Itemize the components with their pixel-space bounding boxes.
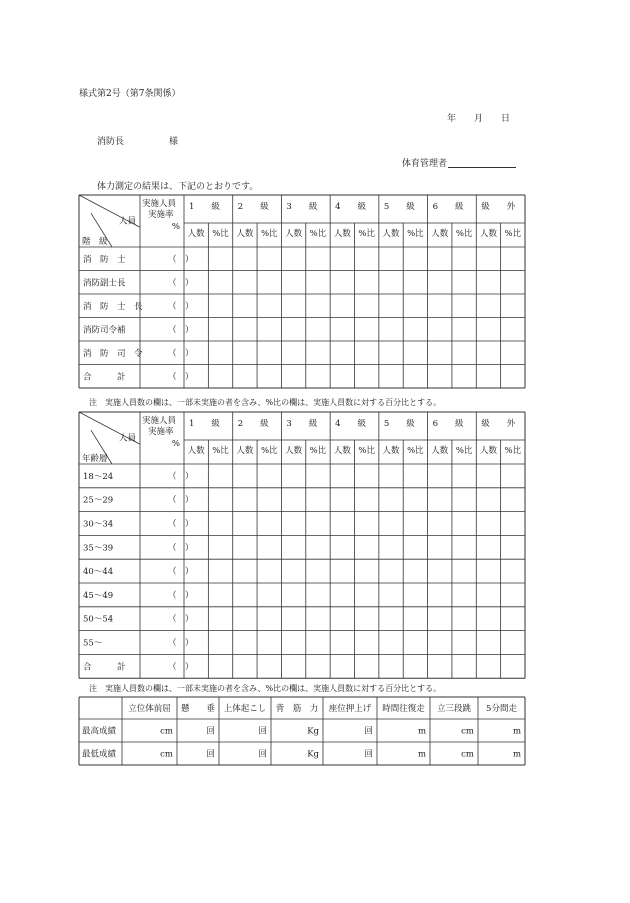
table3-unit-1-2: 回 xyxy=(258,749,267,760)
table2-row-label-1: 25～29 xyxy=(83,495,114,506)
table1-row-label-4: 消 防 司 令 xyxy=(83,348,143,359)
table2-row-paren-5: （ ） xyxy=(168,590,194,601)
table1-row-label-2: 消 防 士 長 xyxy=(83,301,143,312)
table2-row-paren-6: （ ） xyxy=(168,614,194,625)
table3-unit-0-1: 回 xyxy=(206,726,215,737)
table3-unit-0-6: cm xyxy=(461,726,474,737)
table2-sub-count-6: 人数 xyxy=(431,446,449,456)
form-number: 様式第2号（第7条関係） xyxy=(79,89,181,99)
table2-row-label-4: 40～44 xyxy=(83,567,114,578)
table2-grade-6: 6 級 xyxy=(432,419,464,429)
table3-row-label-0: 最高成績 xyxy=(82,726,117,737)
table3-unit-1-1: 回 xyxy=(206,749,215,760)
table1-sub-count-5: 人数 xyxy=(382,229,400,239)
table1-row-paren-5: （ ） xyxy=(168,372,194,383)
table2-sub-count-1: 人数 xyxy=(187,446,205,456)
table1-sub-pct-3: %比 xyxy=(309,229,327,239)
table3-header-2: 上体起こし xyxy=(223,704,267,714)
table3-unit-0-4: 回 xyxy=(364,726,373,737)
table1-sub-count-2: 人数 xyxy=(236,229,254,239)
table1-sub-pct-1: %比 xyxy=(212,229,229,239)
table1-rate-header-3: % xyxy=(171,222,180,232)
table2-row-label-7: 55～ xyxy=(83,638,103,649)
table3-unit-1-3: Kg xyxy=(307,749,319,760)
table1-grade-3: 3 級 xyxy=(286,202,318,212)
table1-sub-count-4: 人数 xyxy=(333,229,351,239)
table2-sub-pct-1: %比 xyxy=(212,446,229,456)
table1-rate-header-2: 実施率 xyxy=(148,210,174,220)
table1-rate-header-1: 実施人員 xyxy=(142,199,177,209)
table3-header-1: 懸 垂 xyxy=(180,704,216,714)
table2-sub-count-7: 人数 xyxy=(479,446,497,456)
table2-grade-7: 級 外 xyxy=(481,419,516,429)
table1-row-paren-2: （ ） xyxy=(168,301,194,312)
table2-grade-4: 4 級 xyxy=(335,419,367,429)
table1-sub-count-1: 人数 xyxy=(187,229,205,239)
table3-unit-1-0: cm xyxy=(160,749,173,760)
table2-row-label-0: 18～24 xyxy=(83,471,114,482)
table2-row-paren-7: （ ） xyxy=(168,638,194,649)
table1-corner-rank: 階 級 xyxy=(82,237,108,247)
table2-row-paren-2: （ ） xyxy=(168,519,194,530)
table1-row-paren-4: （ ） xyxy=(168,348,194,359)
table2-sub-pct-5: %比 xyxy=(407,446,424,456)
table2-sub-pct-3: %比 xyxy=(309,446,327,456)
table2-row-paren-3: （ ） xyxy=(168,543,194,554)
table1-grade-1: 1 級 xyxy=(189,202,220,212)
table1-row-paren-3: （ ） xyxy=(168,325,194,336)
table2-grade-3: 3 級 xyxy=(286,419,318,429)
table3-unit-1-6: cm xyxy=(461,749,474,760)
date-line: 年 月 日 xyxy=(447,114,511,124)
table3-unit-1-7: m xyxy=(512,749,521,760)
table2-row-label-8: 合 計 xyxy=(83,662,126,673)
table1-row-label-1: 消防副士長 xyxy=(83,278,126,289)
table1-grade-4: 4 級 xyxy=(335,202,367,212)
table2-row-label-2: 30～34 xyxy=(83,519,114,530)
table2-sub-count-5: 人数 xyxy=(382,446,400,456)
table1-sub-count-7: 人数 xyxy=(479,229,497,239)
table2-sub-pct-7: %比 xyxy=(504,446,522,456)
intro-text: 体力測定の結果は、下記のとおりです。 xyxy=(97,182,259,192)
table1-sub-pct-2: %比 xyxy=(260,229,278,239)
table1-grade-2: 2 級 xyxy=(237,202,269,212)
table1-row-label-5: 合 計 xyxy=(83,372,126,383)
table3-unit-0-0: cm xyxy=(160,726,173,737)
table1-row-paren-0: （ ） xyxy=(168,254,194,265)
table3-header-3: 背 筋 力 xyxy=(275,704,319,714)
table2-sub-pct-6: %比 xyxy=(455,446,473,456)
table1-sub-count-3: 人数 xyxy=(285,229,303,239)
table1-sub-pct-7: %比 xyxy=(504,229,522,239)
table2-row-paren-1: （ ） xyxy=(168,495,194,506)
table2-row-paren-0: （ ） xyxy=(168,471,194,482)
table2-sub-pct-4: %比 xyxy=(358,446,375,456)
table2-row-label-5: 45～49 xyxy=(83,590,114,601)
table2-row-label-3: 35～39 xyxy=(83,543,114,554)
table3-unit-0-2: 回 xyxy=(258,726,267,737)
table2-row-paren-4: （ ） xyxy=(168,567,194,578)
table2-sub-pct-2: %比 xyxy=(260,446,278,456)
table3-unit-0-3: Kg xyxy=(307,726,319,737)
table2-rate-header-3: % xyxy=(171,439,180,449)
table2-grade-1: 1 級 xyxy=(189,419,220,429)
table2-rate-header-2: 実施率 xyxy=(148,427,174,437)
table1-grade-5: 5 級 xyxy=(383,202,415,212)
table3-row-label-1: 最低成績 xyxy=(82,749,117,760)
table3-unit-1-5: m xyxy=(417,749,426,760)
table1-corner-people: 人員 xyxy=(119,216,137,227)
table1-grade-7: 級 外 xyxy=(481,202,516,212)
table3-unit-1-4: 回 xyxy=(364,749,373,760)
table2-corner-age: 年齢層 xyxy=(82,454,108,464)
table3-header-5: 時間往復走 xyxy=(382,704,425,714)
table3-header-4: 座位押上げ xyxy=(328,704,372,714)
issuer: 体育管理者 xyxy=(402,159,448,169)
table2-sub-count-3: 人数 xyxy=(285,446,303,456)
table2-sub-count-2: 人数 xyxy=(236,446,254,456)
table3-header-7: 5分間走 xyxy=(486,704,517,714)
table1-row-label-0: 消 防 士 xyxy=(83,254,126,265)
table1-row-paren-1: （ ） xyxy=(168,278,194,289)
table3-unit-0-7: m xyxy=(512,726,521,737)
table1-note: 注 実施人員数の欄は、一部未実施の者を含み、%比の欄は、実施人員数に対する百分比とする。 xyxy=(89,398,442,407)
table3-header-6: 立三段跳 xyxy=(436,704,472,714)
table3-unit-0-5: m xyxy=(417,726,426,737)
table3-header-0: 立位体前屈 xyxy=(128,704,171,714)
table2-grade-5: 5 級 xyxy=(383,419,415,429)
table2-sub-count-4: 人数 xyxy=(333,446,351,456)
table2-rate-header-1: 実施人員 xyxy=(142,416,177,426)
table2-row-paren-8: （ ） xyxy=(168,662,194,673)
table2-row-label-6: 50～54 xyxy=(83,614,114,625)
table1-row-label-3: 消防司令補 xyxy=(83,325,126,336)
table1-grade-6: 6 級 xyxy=(432,202,464,212)
table2-corner-people: 人員 xyxy=(119,433,137,444)
table2-note: 注 実施人員数の欄は、一部未実施の者を含み、%比の欄は、実施人員数に対する百分比とする。 xyxy=(89,684,442,693)
addressee: 消防長 様 xyxy=(97,137,179,147)
table1-sub-pct-4: %比 xyxy=(358,229,375,239)
table1-sub-count-6: 人数 xyxy=(431,229,449,239)
table1-sub-pct-6: %比 xyxy=(455,229,473,239)
table2-grade-2: 2 級 xyxy=(237,419,269,429)
table1-sub-pct-5: %比 xyxy=(407,229,424,239)
